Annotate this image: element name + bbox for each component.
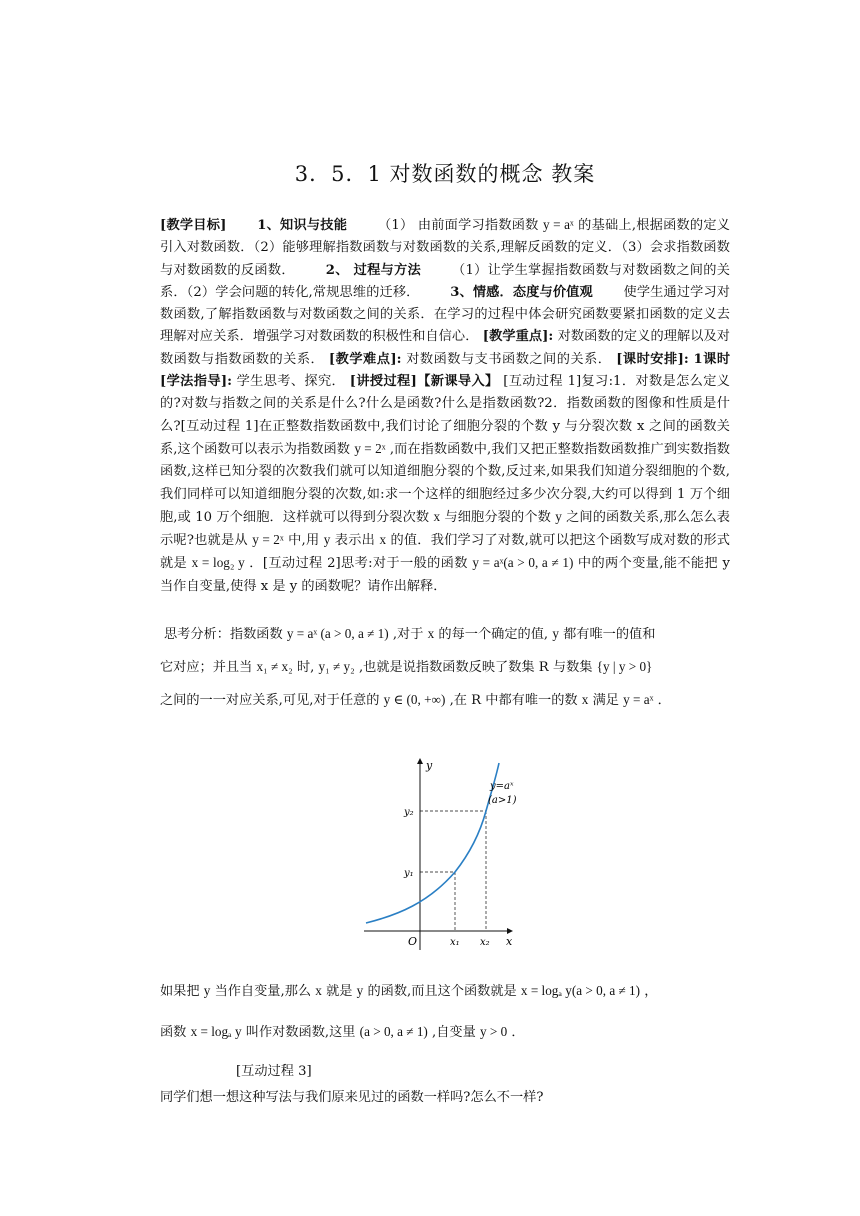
formula: x = logₐ y	[190, 1024, 242, 1039]
text: ,对于	[392, 627, 424, 642]
formula: x = log₂ y	[191, 555, 245, 571]
y2-label: y₂	[404, 807, 414, 818]
text: 都有唯一的值和	[563, 627, 656, 642]
formula: x	[315, 983, 322, 998]
y1-label: y₁	[404, 868, 414, 879]
analysis-line	[160, 618, 740, 651]
exponential-graph	[358, 755, 520, 955]
text: 表示出	[334, 533, 376, 549]
time-value: 1课时	[693, 351, 731, 367]
formula: y > 0	[479, 1024, 508, 1039]
text: 使学生通过学习对数函数,了解指数函数与对数函数之间的关系．在学习的过程中体会研究函数要紧扣函数的定义去理解对应关系．增强学习对数函数的积极性和自信心．	[160, 284, 730, 345]
definition-line	[160, 980, 740, 1003]
text: 时,	[296, 660, 315, 675]
text: ，	[644, 984, 658, 999]
formula: y	[552, 626, 559, 641]
formula: y₁ ≠ y₂	[318, 659, 355, 674]
formula: y = aˣ (a > 0, a ≠ 1)	[286, 626, 389, 641]
text: 当作自变量,那么	[214, 984, 312, 999]
formula: y ∈ (0, +∞)	[383, 692, 446, 707]
question-text: 同学们想一想这种写法与我们原来见过的函数一样吗?怎么不一样?	[160, 1090, 544, 1105]
process-method-label: 2、 过程与方法	[325, 262, 421, 278]
formula: y = 2ˣ	[252, 532, 284, 548]
text: ,而在指数函数中,我们又把正整数指数函数推广到实数指数函数,这样已知分裂的次数我们就可以知道细胞分裂的个数,反过来,如果我们知道分裂细胞的个数,我们同样可以知道细胞分裂的次数,如:求一个这样的细胞经过多少次分裂,大约可以得到 1 万个细胞,或 10 万个细胞．这样就可以得到分裂次数	[160, 441, 730, 525]
text: 思考分析：指数函数	[164, 627, 283, 642]
text: 学生思考、探究．	[236, 374, 346, 390]
y-axis-label: y	[426, 759, 433, 772]
text: 对数函数与支书函数之间的关系．	[406, 351, 612, 367]
formula: y = aˣ(a > 0, a ≠ 1)	[472, 555, 574, 571]
formula: y = aˣ	[543, 217, 574, 232]
knowledge-skills-label: 1、知识与技能	[257, 218, 348, 233]
interactive-process-3-heading: [互动过程 3]	[236, 1064, 312, 1079]
emotion-values-label: 3、情感．态度与价值观	[450, 284, 593, 300]
text: ．	[657, 693, 671, 708]
formula: y	[203, 983, 211, 998]
formula: {y | y > 0}	[596, 659, 653, 674]
difficulty-label: [教学难点]:	[328, 351, 402, 367]
exponential-curve	[366, 763, 499, 923]
text: 它对应；并且当	[160, 660, 253, 675]
formula: x	[433, 508, 441, 524]
text: ,在 R 中都有唯一的数	[449, 693, 578, 708]
text: 中,用	[288, 533, 320, 549]
lesson-plan-paragraph	[160, 214, 730, 598]
text: ．	[511, 1025, 525, 1040]
text: 满足	[592, 693, 619, 708]
text: （1）让学生掌握指数函数与对数函数之间的关系．（2）学会问题的转化,常规思维的迁移．	[160, 262, 730, 300]
x2-label: x₂	[480, 937, 490, 948]
text: 就是	[326, 984, 353, 999]
page-title: 3．5．1 对数函数的概念 教案	[294, 162, 596, 186]
formula: y	[356, 983, 364, 998]
text: 的函数,而且这个函数就是	[367, 984, 517, 999]
text: ,也就是说指数函数反映了数集 R 与数集	[358, 660, 593, 675]
key-points-label: [教学重点]:	[482, 329, 554, 345]
curve-label: y=aˣ	[490, 781, 514, 792]
text: ,自变量	[432, 1025, 476, 1040]
x-axis-label: x	[506, 935, 513, 948]
time-label: [课时安排]:	[616, 351, 689, 367]
text: 函数	[160, 1025, 187, 1040]
origin-label: O	[408, 935, 418, 948]
analysis-line	[160, 684, 740, 717]
text: 中的两个变量,能不能把 y 当作自变量,使得 x 是 y 的函数呢？请作出解释．	[160, 556, 730, 594]
analysis-line	[160, 651, 740, 684]
formula: x	[581, 692, 589, 707]
formula: x	[427, 626, 435, 641]
formula: y = 2ˣ	[354, 440, 386, 456]
definition-section	[160, 980, 740, 1062]
formula: y = aˣ	[623, 692, 654, 707]
formula: (a > 0, a ≠ 1)	[359, 1024, 428, 1039]
text: 对数函数的定义的理解以及对数函数与指数函数的关系．	[160, 329, 730, 367]
text: 的每一个确定的值,	[438, 627, 549, 642]
formula: x	[379, 532, 387, 548]
text: 之间的函数关系,那么怎么表示呢?也就是从	[160, 509, 730, 549]
definition-line	[160, 1021, 740, 1044]
formula: y	[555, 508, 562, 524]
x1-label: x₁	[450, 937, 460, 948]
text: ．[互动过程 2]思考:对于一般的函数	[249, 556, 468, 572]
text: 叫作对数函数,这里	[245, 1025, 356, 1040]
text: 与细胞分裂的个数	[444, 509, 551, 525]
text: [互动过程 1]复习:1．对数是怎么定义的?对数与指数之间的关系是什么?什么是函数?什么是指数函数?2．指数函数的图像和性质是什么?[互动过程 1]在正整数指数函数中,我们讨论了细胞分裂的个数 y 与分裂次数 x 之间的函数关系,这个函数可以表示为指数函数	[160, 374, 730, 457]
text: 的值．我们学习了对数,就可以把这个函数写成对数的形式就是	[160, 533, 730, 572]
formula: x₁ ≠ x₂	[256, 659, 293, 674]
guide-label: [学法指导]:	[160, 374, 232, 390]
text: （1） 由前面学习指数函数	[377, 218, 539, 233]
process-label: [讲授过程]【新课导入】	[349, 374, 499, 390]
text: 的基础上,根据函数的定义引入对数函数．（2）能够理解指数函数与对数函数的关系,理解反函数的定义．（3）会求指数函数与对数函数的反函数．	[160, 218, 730, 278]
goals-label: [教学目标]	[160, 218, 227, 233]
formula: x = logₐ y(a > 0, a ≠ 1)	[520, 983, 641, 998]
text: 如果把	[160, 984, 200, 999]
curve-condition: (a>1)	[488, 795, 517, 806]
analysis-section	[160, 618, 740, 717]
text: 之间的一一对应关系,可见,对于任意的	[160, 693, 380, 708]
formula: y	[323, 532, 331, 548]
